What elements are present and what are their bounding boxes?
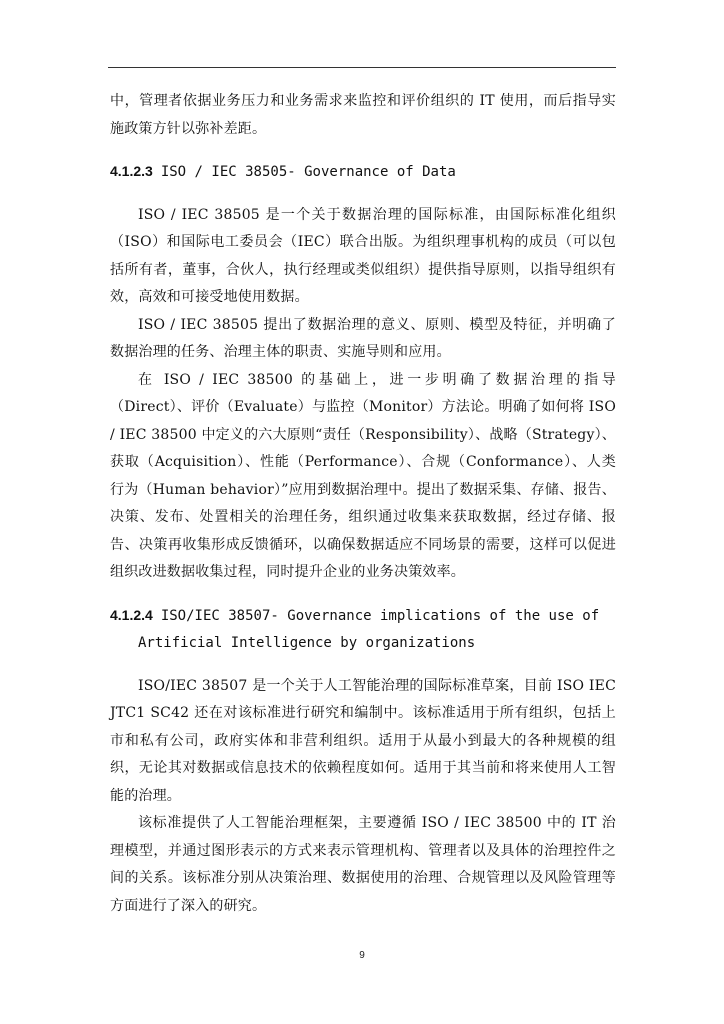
intro-paragraph: 中，管理者依据业务压力和业务需求来监控和评价组织的 IT 使用，而后指导实施政策方针以弥补差距。: [110, 93, 616, 137]
header-rule: [108, 67, 616, 68]
paragraph-38505-methodology: 在 ISO / IEC 38500 的基础上，进一步明确了数据治理的指导（Direct）、评价（Evaluate）与监控（Monitor）方法论。明确了如何将 ISO / IEC 38500 中定义的六大原则“责任（Responsibility）、战略（Strategy）、获取（Acquisition）、性能（Performance）、合规（Conformance）、人类行为（Human behavior）”应用到数据治理中。提出了数据采集、存储、报告、决策、发布、处置相关的治理任务，组织通过收集来获取数据，经过存储、报告、决策再收集形成反馈循环，以确保数据适应不同场景的需要，这样可以促进组织改进数据收集过程，同时提升企业的业务决策效率。: [110, 371, 616, 580]
page-body: [110, 88, 616, 920]
section-title-line1: ISO/IEC 38507- Governance implications of the use of: [160, 607, 600, 624]
paragraph-38507-framework: 该标准提供了人工智能治理框架，主要遵循 ISO / IEC 38500 中的 IT 治理模型，并通过图形表示的方式来表示管理机构、管理者以及具体的治理控件之间的关系。该标准分别从决策治理、数据使用的治理、合规管理以及风险管理等方面进行了深入的研究。: [110, 815, 616, 914]
paragraph-38507-intro: ISO/IEC 38507 是一个关于人工智能治理的国际标准草案，目前 ISO IEC JTC1 SC42 还在对该标准进行研究和编制中。该标准适用于所有组织，包括上市和私有公司，政府实体和非营利组织。适用于从最小到最大的各种规模的组织，无论其对数据或信息技术的依赖程度如何。适用于其当前和将来使用人工智能的治理。: [110, 677, 616, 804]
section-title: ISO / IEC 38505- Governance of Data: [160, 164, 456, 180]
paragraph-38505-content: ISO / IEC 38505 提出了数据治理的意义、原则、模型及特征，并明确了数据治理的任务、治理主体的职责、实施导则和应用。: [110, 316, 616, 360]
paragraph-38505-intro: ISO / IEC 38505 是一个关于数据治理的国际标准，由国际标准化组织（ISO）和国际电工委员会（IEC）联合出版。为组织理事机构的成员（可以包括所有者，董事，合伙人，执行经理或类似组织）提供指导原则，以指导组织有效，高效和可接受地使用数据。: [110, 206, 616, 305]
section-heading-4124: [110, 602, 616, 658]
section-number: 4.1.2.3: [110, 163, 153, 179]
section-number: 4.1.2.4: [110, 606, 153, 623]
page-number: 9: [359, 950, 365, 961]
section-heading-4123: [110, 158, 616, 187]
section-title-line2: Artificial Intelligence by organizations: [138, 635, 476, 651]
